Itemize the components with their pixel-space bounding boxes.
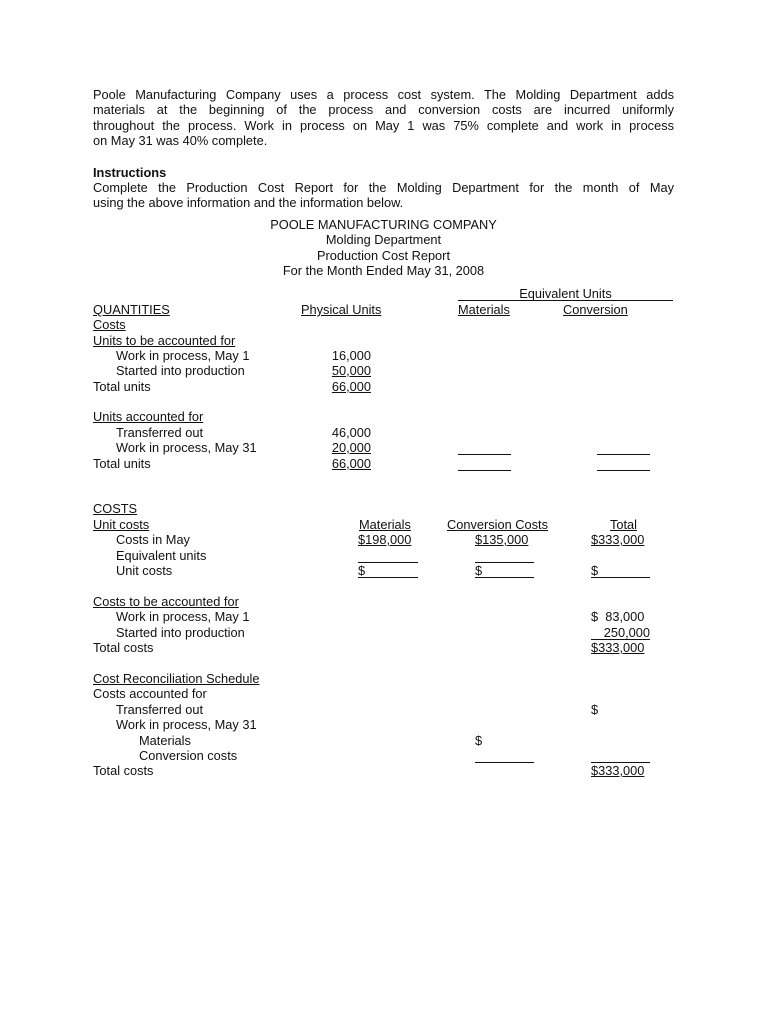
equivalent-units-header: Equivalent Units: [519, 286, 612, 301]
costs-wip-may1-label: Work in process, May 1: [116, 609, 250, 624]
total-units-value-2: 66,000: [331, 456, 371, 471]
blank-materials-total[interactable]: [458, 470, 511, 471]
company-name: POOLE MANUFACTURING COMPANY: [270, 217, 497, 232]
equivalent-units-label: Equivalent units: [116, 548, 207, 563]
materials-header: Materials: [458, 302, 510, 317]
blank-materials-wip[interactable]: [458, 454, 511, 455]
costs-started-value: 250,000: [603, 625, 650, 640]
costs-in-may-conversion: $135,000: [475, 532, 529, 547]
instructions-line: using the above information and the information below.: [93, 195, 404, 211]
costs-accounted-label: Costs accounted for: [93, 686, 207, 701]
total-units-label-2: Total units: [93, 456, 151, 471]
blank-eu-materials[interactable]: [358, 562, 418, 563]
started-units: 50,000: [331, 363, 371, 378]
report-title: [93, 217, 674, 279]
report-name: Production Cost Report: [316, 247, 450, 263]
blank-conversion-total[interactable]: [597, 470, 650, 471]
quantities-header: QUANTITIES: [93, 302, 170, 317]
units-accounted-heading: Units accounted for: [93, 409, 204, 424]
rec-materials-label: Materials: [139, 733, 191, 748]
intro-line: materials at the beginning of the process and conversion costs are incurred uniformly: [93, 102, 674, 118]
rec-transferred-label: Transferred out: [116, 702, 204, 717]
intro-paragraph: [93, 87, 674, 149]
costs-to-account-heading: Costs to be accounted for: [93, 594, 239, 609]
costs-heading: COSTS: [93, 501, 138, 516]
transferred-out-label: Transferred out: [116, 425, 204, 440]
unit-cost-materials-dollar: $: [358, 563, 366, 578]
rec-total-label: Total costs: [93, 763, 154, 778]
intro-line: throughout the process. Work in process on May 1 was 75% complete and work in process: [93, 117, 674, 133]
rec-wip-may31-label: Work in process, May 31: [116, 717, 257, 732]
unit-costs-row-label: Unit costs: [116, 563, 173, 578]
report-period: For the Month Ended May 31, 2008: [282, 263, 485, 279]
conversion-header: Conversion: [563, 302, 628, 317]
rec-total-value: $333,000: [591, 763, 645, 778]
costs-in-may-label: Costs in May: [116, 532, 190, 547]
costs-wip-may1-value: $ 83,000: [591, 609, 645, 624]
rec-materials-dollar: $: [475, 733, 483, 748]
costs-total-header: Total: [609, 517, 638, 532]
transferred-out-units: 46,000: [331, 425, 371, 440]
costs-materials-header: Materials: [359, 517, 411, 532]
costs-subheading: Costs: [93, 317, 126, 332]
wip-may31-label: Work in process, May 31: [116, 440, 257, 455]
blank-unit-cost-materials[interactable]: [358, 577, 418, 578]
blank-conversion-wip[interactable]: [597, 454, 650, 455]
instructions-line: Complete the Production Cost Report for the Molding Department for the month of May: [93, 180, 674, 195]
rec-transferred-dollar: $: [591, 702, 599, 717]
costs-in-may-total: $333,000: [591, 532, 645, 547]
physical-units-header: Physical Units: [301, 302, 382, 317]
wip-may1-label: Work in process, May 1: [116, 348, 250, 363]
costs-started-label: Started into production: [116, 625, 245, 640]
units-to-account-heading: Units to be accounted for: [93, 333, 236, 348]
intro-line: Poole Manufacturing Company uses a process cost system. The Molding Department adds: [93, 87, 674, 102]
total-units-label: Total units: [93, 379, 151, 394]
instructions-text: [93, 180, 674, 211]
department-name: Molding Department: [325, 232, 442, 248]
unit-cost-total-dollar: $: [591, 563, 599, 578]
rec-conversion-label: Conversion costs: [139, 748, 238, 763]
started-label: Started into production: [116, 363, 245, 378]
reconciliation-heading: Cost Reconciliation Schedule: [93, 671, 260, 686]
instructions-heading: Instructions: [93, 165, 167, 180]
costs-total-label: Total costs: [93, 640, 154, 655]
intro-line: on May 31 was 40% complete.: [93, 133, 268, 149]
wip-may31-units: 20,000: [331, 440, 371, 455]
blank-eu-conversion[interactable]: [475, 562, 534, 563]
blank-rec-conversion[interactable]: [475, 762, 534, 763]
blank-unit-cost-conversion[interactable]: [475, 577, 534, 578]
costs-in-may-materials: $198,000: [358, 532, 412, 547]
blank-unit-cost-total[interactable]: [591, 577, 650, 578]
costs-total-value: $333,000: [591, 640, 645, 655]
unit-cost-conversion-dollar: $: [475, 563, 483, 578]
wip-may1-units: 16,000: [331, 348, 371, 363]
unit-costs-heading: Unit costs: [93, 517, 150, 532]
total-units-value: 66,000: [331, 379, 371, 394]
costs-conversion-header: Conversion Costs: [447, 517, 548, 532]
